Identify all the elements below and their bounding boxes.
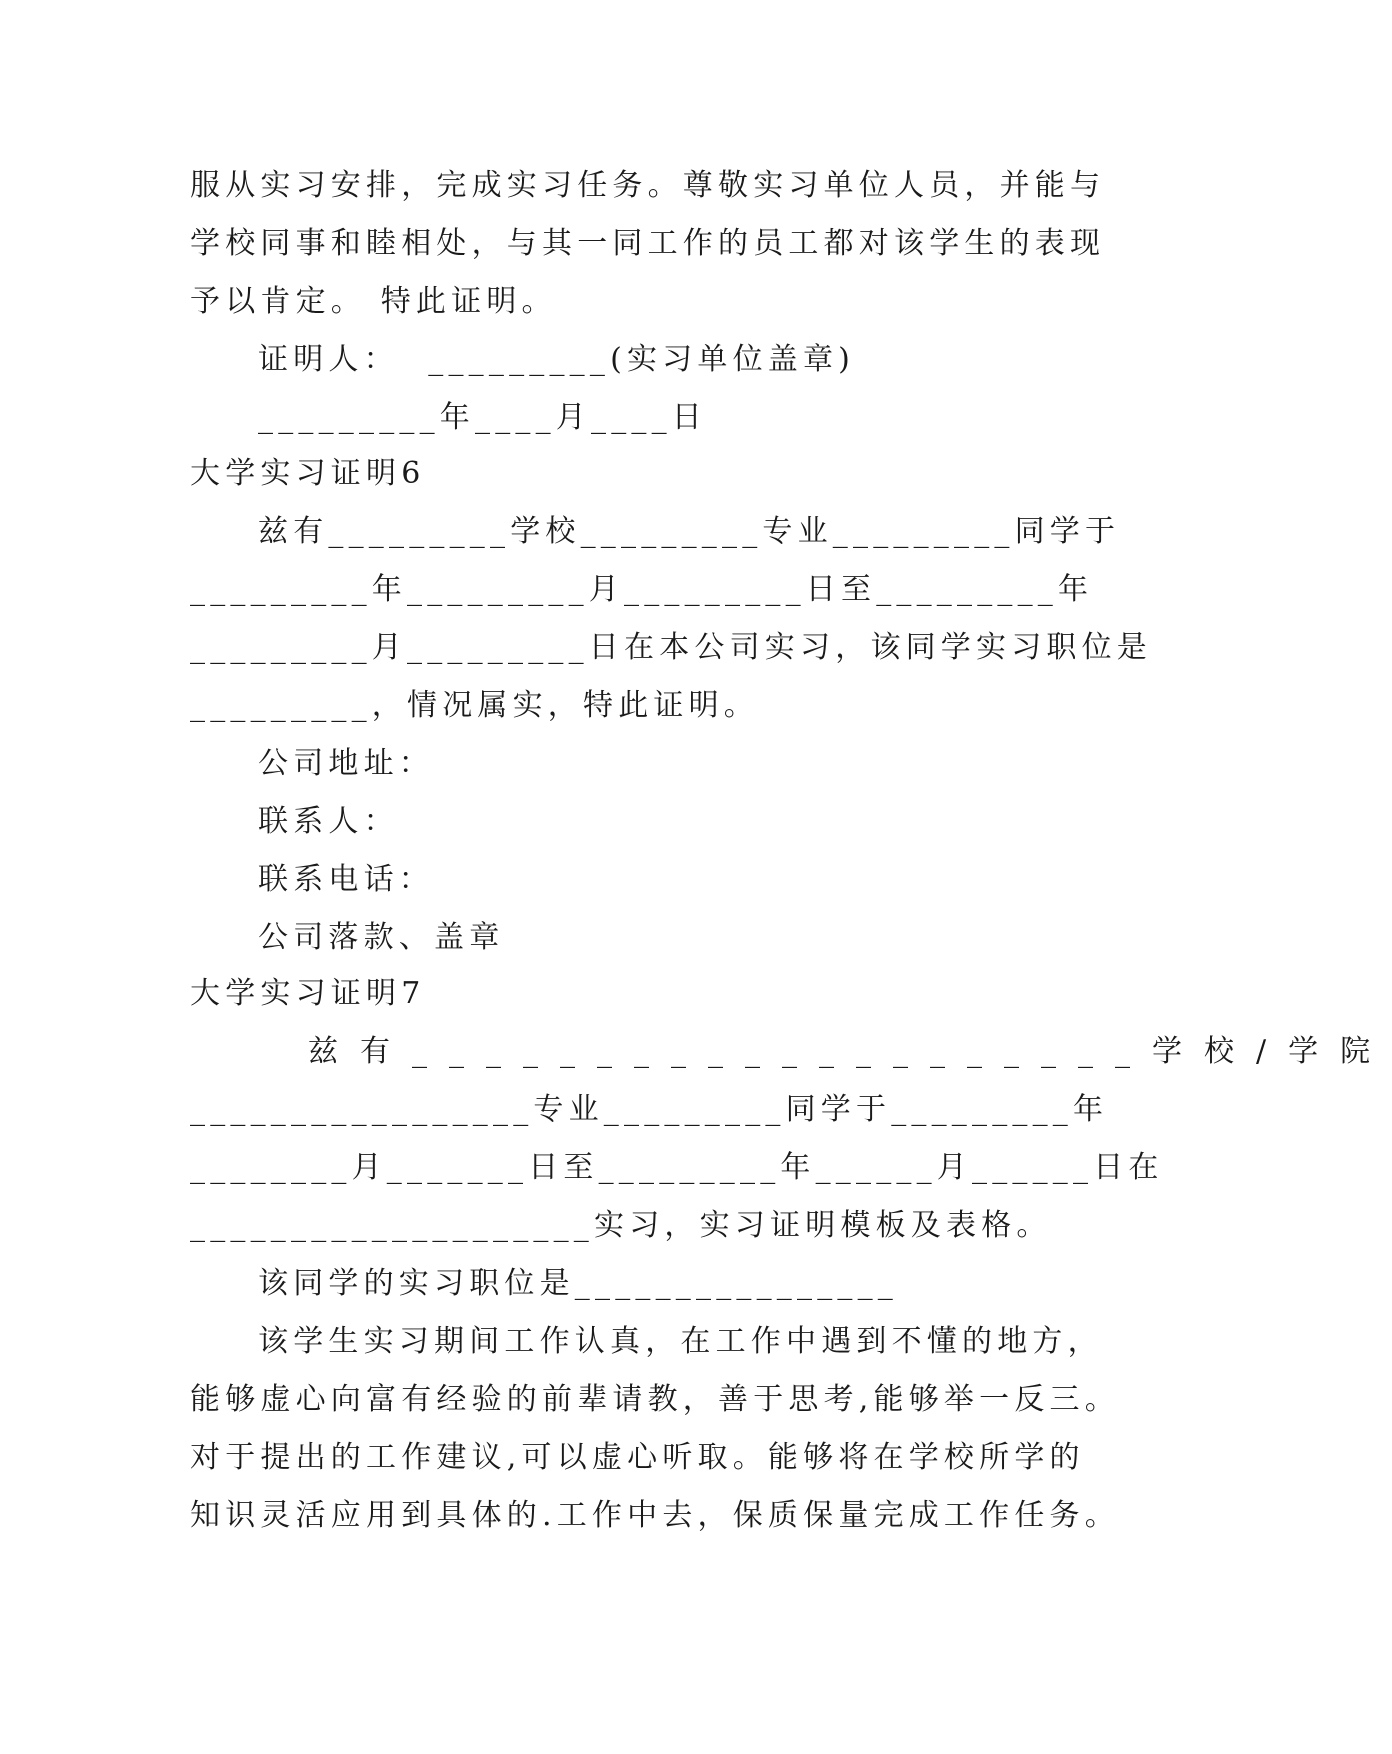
signature-line: 证明人： _________(实习单位盖章) bbox=[258, 342, 856, 377]
paragraph-line: 该学生实习期间工作认真，在工作中遇到不懂的地方， bbox=[258, 1324, 1103, 1359]
contact-phone-label: 联系电话： bbox=[258, 862, 434, 897]
form-line: _________月_________日在本公司实习，该同学实习职位是 bbox=[190, 630, 1152, 665]
paragraph-line: 予以肯定。 特此证明。 bbox=[190, 284, 557, 319]
company-address-label: 公司地址： bbox=[258, 746, 434, 781]
form-line: ____________________实习，实习证明模板及表格。 bbox=[190, 1208, 1052, 1243]
paragraph-line: 能够虚心向富有经验的前辈请教，善于思考,能够举一反三。 bbox=[190, 1382, 1120, 1417]
form-line: _________年_________月_________日至_________年 bbox=[190, 572, 1094, 607]
contact-person-label: 联系人： bbox=[258, 804, 399, 839]
date-line: _________年____月____日 bbox=[258, 400, 707, 435]
form-line: _________，情况属实，特此证明。 bbox=[190, 688, 759, 723]
form-line: 兹有____________________学校/学院 bbox=[308, 1034, 1392, 1069]
section-heading: 大学实习证明7 bbox=[190, 976, 426, 1011]
paragraph-line: 知识灵活应用到具体的.工作中去，保质保量完成工作任务。 bbox=[190, 1498, 1120, 1533]
form-line: 兹有_________学校_________专业_________同学于 bbox=[258, 514, 1121, 549]
form-line: ________月_______日至_________年______月______日在 bbox=[190, 1150, 1164, 1185]
form-line: 该同学的实习职位是________________ bbox=[258, 1266, 898, 1301]
section-heading: 大学实习证明6 bbox=[190, 456, 426, 491]
paragraph-line: 学校同事和睦相处，与其一同工作的员工都对该学生的表现 bbox=[190, 226, 1106, 261]
form-line: _________________专业_________同学于_________年 bbox=[190, 1092, 1109, 1127]
paragraph-line: 服从实习安排，完成实习任务。尊敬实习单位人员，并能与 bbox=[190, 168, 1106, 203]
company-seal-label: 公司落款、盖章 bbox=[258, 920, 505, 955]
paragraph-line: 对于提出的工作建议,可以虚心听取。能够将在学校所学的 bbox=[190, 1440, 1085, 1475]
